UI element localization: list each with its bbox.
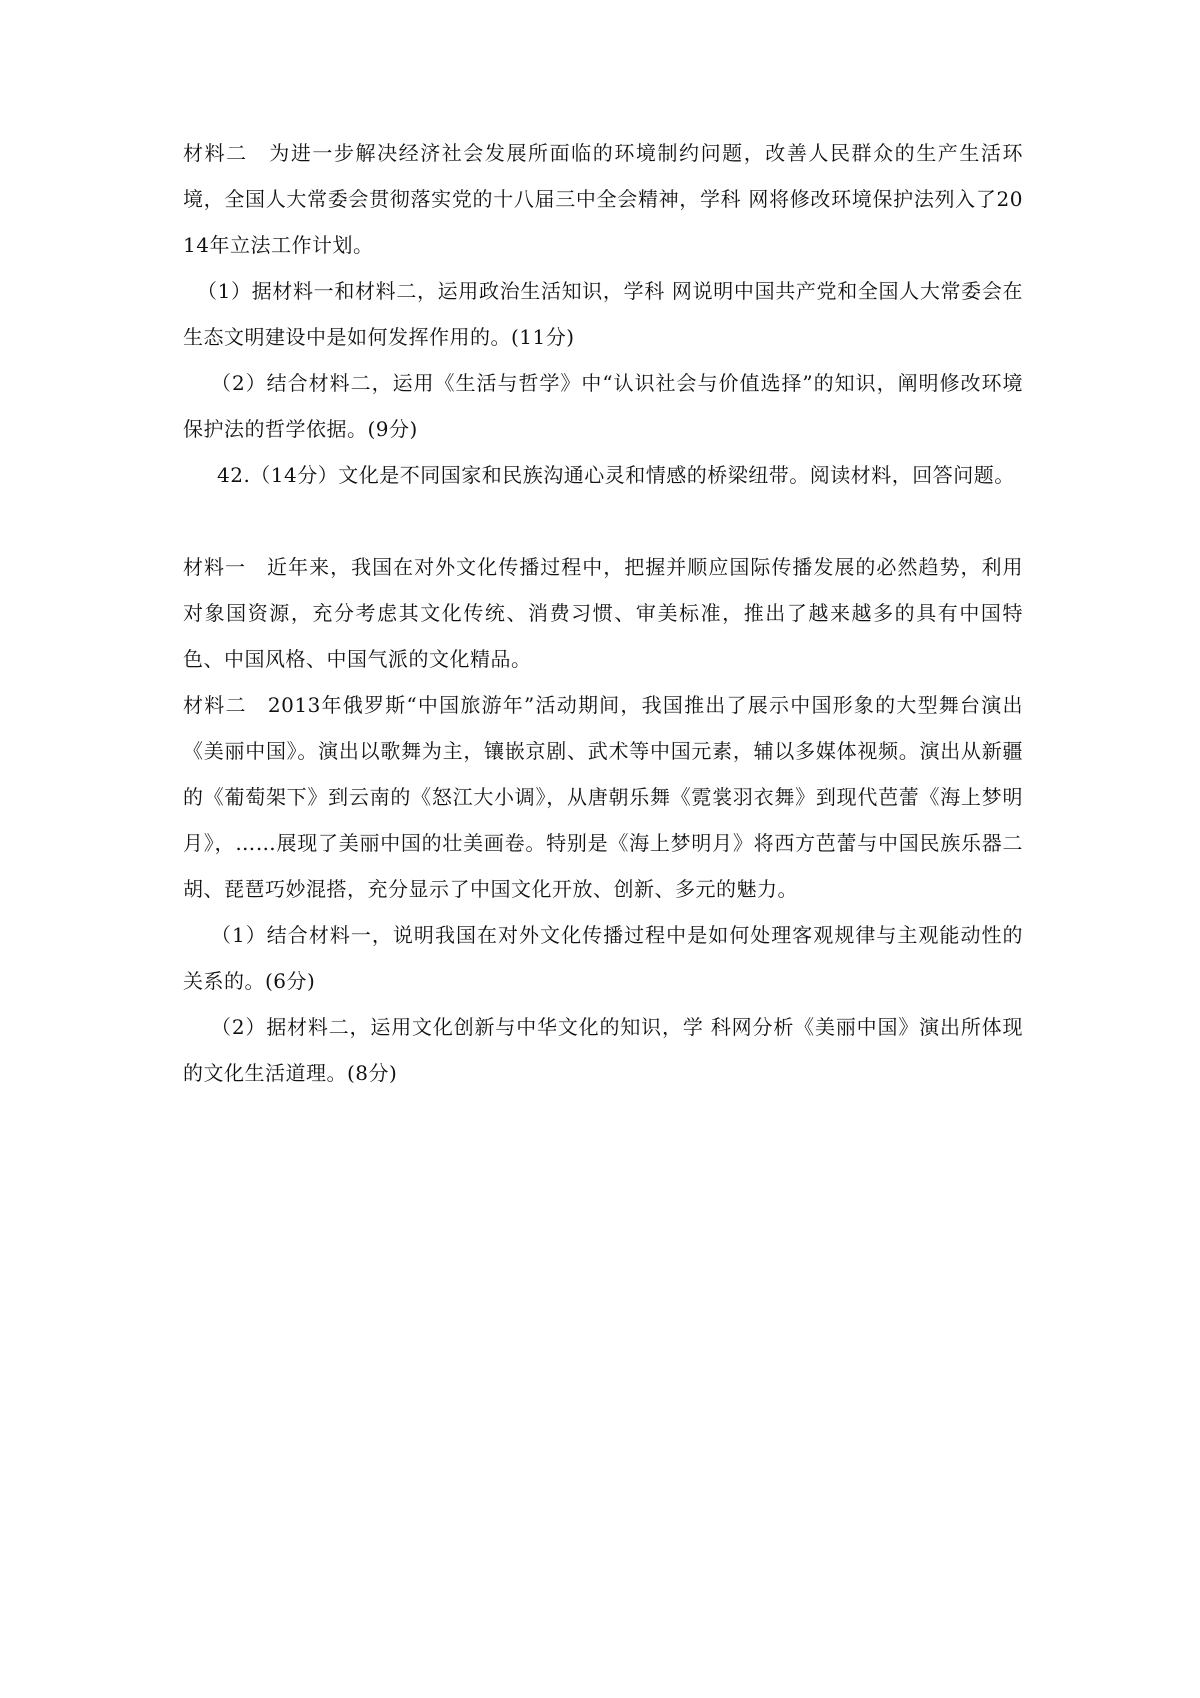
material-two-beautiful-china: 材料二 2013年俄罗斯“中国旅游年”活动期间，我国推出了展示中国形象的大型舞台演出《美丽中国》。演出以歌舞为主，镶嵌京剧、武术等中国元素，辅以多媒体视频。演出从新疆的《葡萄架下》到云南的《怒江大小调》，从唐朝乐舞《霓裳羽衣舞》到现代芭蕾《海上梦明月》，……展现了美丽中国的壮美画卷。特别是《海上梦明月》将西方芭蕾与中国民族乐器二胡、琵琶巧妙混搭，充分显示了中国文化开放、创新、多元的魅力。 [183, 693, 1023, 901]
question-1-objective-laws: （1）结合材料一，说明我国在对外文化传播过程中是如何处理客观规律与主观能动性的关系的。(6分) [183, 923, 1023, 993]
question-2-philosophy: （2）结合材料二，运用《生活与哲学》中“认识社会与价值选择”的知识，阐明修改环境保护法的哲学依据。(9分) [183, 371, 1023, 441]
question-1-political-life: （1）据材料一和材料二，运用政治生活知识，学科 网说明中国共产党和全国人大常委会在生态文明建设中是如何发挥作用的。(11分) [183, 279, 1023, 349]
question-2-cultural-innovation: （2）据材料二，运用文化创新与中华文化的知识，学 科网分析《美丽中国》演出所体现的文化生活道理。(8分) [183, 1015, 1023, 1085]
question-42-intro: 42.（14分）文化是不同国家和民族沟通心灵和情感的桥梁纽带。阅读材料，回答问题。 [217, 463, 1015, 487]
material-two-environment: 材料二 为进一步解决经济社会发展所面临的环境制约问题，改善人民群众的生产生活环境，全国人大常委会贯彻落实党的十八届三中全会精神，学科 网将修改环境保护法列入了2014年立法工作计划。 [183, 141, 1023, 257]
material-one-culture: 材料一 近年来，我国在对外文化传播过程中，把握并顺应国际传播发展的必然趋势，利用对象国资源，充分考虑其文化传统、消费习惯、审美标准，推出了越来越多的具有中国特色、中国风格、中国气派的文化精品。 [183, 555, 1023, 671]
